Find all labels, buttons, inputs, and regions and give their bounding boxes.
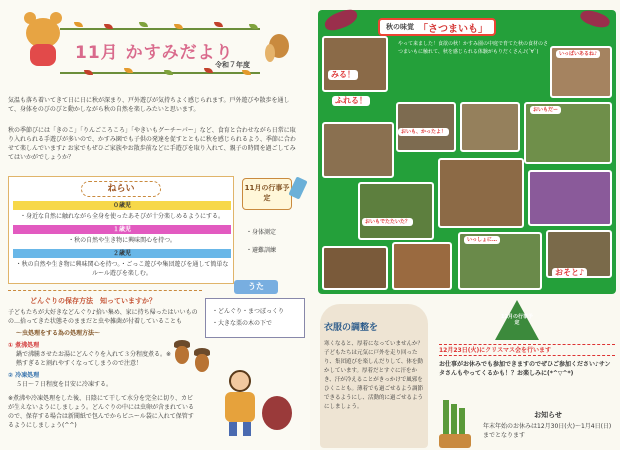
christmas-text: お仕事がお休みでも参加できますのでぜひご参加ください♪サンタさんもやってくるかも！？お楽しみに(*^▽^*) [439,361,611,377]
clothes-section [318,300,430,450]
event-schedule [240,176,310,272]
photo [358,182,434,240]
aki-banner [378,18,496,36]
photo [322,122,394,178]
squirrel-icon [265,30,293,64]
photo [392,242,452,290]
photo-label: おいもだー [530,106,561,114]
photo [322,246,388,290]
acorn-subheading: 〜虫処理をする為の処理方法〜 [16,330,101,337]
photo [322,36,388,92]
kadomatsu-icon [435,400,475,448]
acorn-heading: どんぐりの保存方法 知っていますか？ [30,297,156,305]
intro-text: 気温も落ち着いてきて日に日に秋が深まり、戸外遊びが気持ちよく感じられます。戸外遊びや散歩を通して、身体をのびのびと動かしながら秋の自然を楽しみたいと思います。 [8,97,290,113]
divider [8,290,202,291]
aki-text: やって来ました！食欲の秋！かすみ園の中庭で育てた秋の食材のさつまいもに触れて、秋を感じられる体験がもりだくさん♪(´∀`) [398,41,549,55]
method2-title: ② 冷凍処理 [8,372,40,379]
december-badge: 12月の行事予定 [501,314,533,326]
child-walking-icon [215,370,265,440]
photo-label: いっしょに… [464,236,500,244]
sweet-potato-icon [322,7,359,34]
page-title: 11月 かすみだより [75,43,234,63]
method1-title: ① 煮沸処理 [8,342,40,349]
photo-label: おいも、かったよ！ [398,128,449,136]
age-band-0: ０歳児 [13,201,231,210]
acorn-intro: 子どもたちが大好きなどんぐり♪拾い集め、家に持ち帰ったはいいものの…拾ってきた状態そのままだと虫や雑菌が付着していることも [8,309,198,325]
song-box [205,298,305,338]
age-band-2: ２歳児 [13,249,231,258]
song-heading: うた [234,280,278,294]
photo [396,102,456,152]
schedule-heading: 11月の行事予定 [242,178,292,210]
photo [460,102,520,152]
song-item: ・大きな栗の木の下で [212,320,273,327]
fureru-label: ふれる！ [332,96,370,106]
nerai-text-2: ・秋の自然や生き物に興味関心を持つ。・ごっこ遊びや集団遊びを通して簡単なルール遊びを楽しむ。 [15,261,229,277]
age-band-1: １歳児 [13,225,231,234]
song-item: ・どんぐり・まつぼっくり [212,308,285,315]
photo [528,170,612,226]
issue-label: 令和７年度 [215,61,250,69]
miru-label: みる！ [328,70,358,80]
bear-mascot-icon [20,12,66,68]
nerai-heading: ねらい [81,181,161,197]
sweet-potato-icon [579,7,612,30]
clothes-heading: 衣服の調整を [324,323,379,333]
method1-text: 鍋で沸騰させたお湯にどんぐりを入れて３分程度煮る。※熱すぎると割れやすくなってしまうので注意！ [16,351,172,367]
photo-label: おいもでたたいた？ [362,218,413,226]
schedule-item: ・避難訓練 [246,247,277,254]
schedule-item: ・身体測定 [246,229,277,236]
banner-title: 「さつまいも」 [418,23,488,35]
acorn-icon [170,334,220,386]
banner-prefix: 秋の味覚 [386,23,414,31]
acorn-note: ※煮沸や冷凍処理をした後、日陰にて干して水分を完全に切り、カビが生えないようにしましょう。どんぐりの中には虫卵が含まれているので、保存する場合は新聞紙で包んでからビニール袋に入れて保管するようにしましょう(^^) [8,395,195,429]
december-section [435,300,620,450]
leaf-icon [262,396,292,430]
nerai-text-1: ・秋の自然や生き物に興味関心を持つ。 [68,237,176,244]
notice-heading: お知らせ [534,411,562,419]
notice-text: 年末年始のお休みは12月30日(火)〜1月4日(日)までとなります [483,423,612,439]
christmas-highlight: 12月23日(火)にクリスマス会を行います [439,344,615,356]
autumn-text: 秋の季節びには「きのこ」「りんごころころ」「やきいもグーチーパー」など、食育と合わせながら日常に取り入れられる手遊びが多いので、かすみ園でも子供の発達を促すとともに秋を感じられるよう、季節に合わせて楽しんでいます♪ お家でもぜひご家族やお散歩前などに手遊びを取り入れて、親子の時間を過ごしてみてはいかがでしょうか？ [8,127,296,161]
photo [438,158,524,228]
photo-label: いっぱいあるね♪ [556,50,600,58]
nerai-box [8,176,234,284]
ending-label: おそと♪ [552,268,587,278]
sweet-potato-photo-section [318,10,616,294]
nerai-text-0: ・身近な自然に触れながら全身を使ったあそびが十分楽しめるようにする。 [19,213,224,220]
clothes-text: 寒くなると、厚着になっていませんか？子どもたちは元気に戸外を走り回ったり、集団遊びを楽しんだりして、体を動かしています。厚着だとすぐに汗をかき、汗が冷えることがきっかけで風邪をひくことも。薄着でも過ごせるよう調節できるようにし、活動的に過ごせるようにしましょう。 [324,341,424,410]
method2-text: ５日〜７日程度を目安に冷凍する。 [16,381,113,388]
